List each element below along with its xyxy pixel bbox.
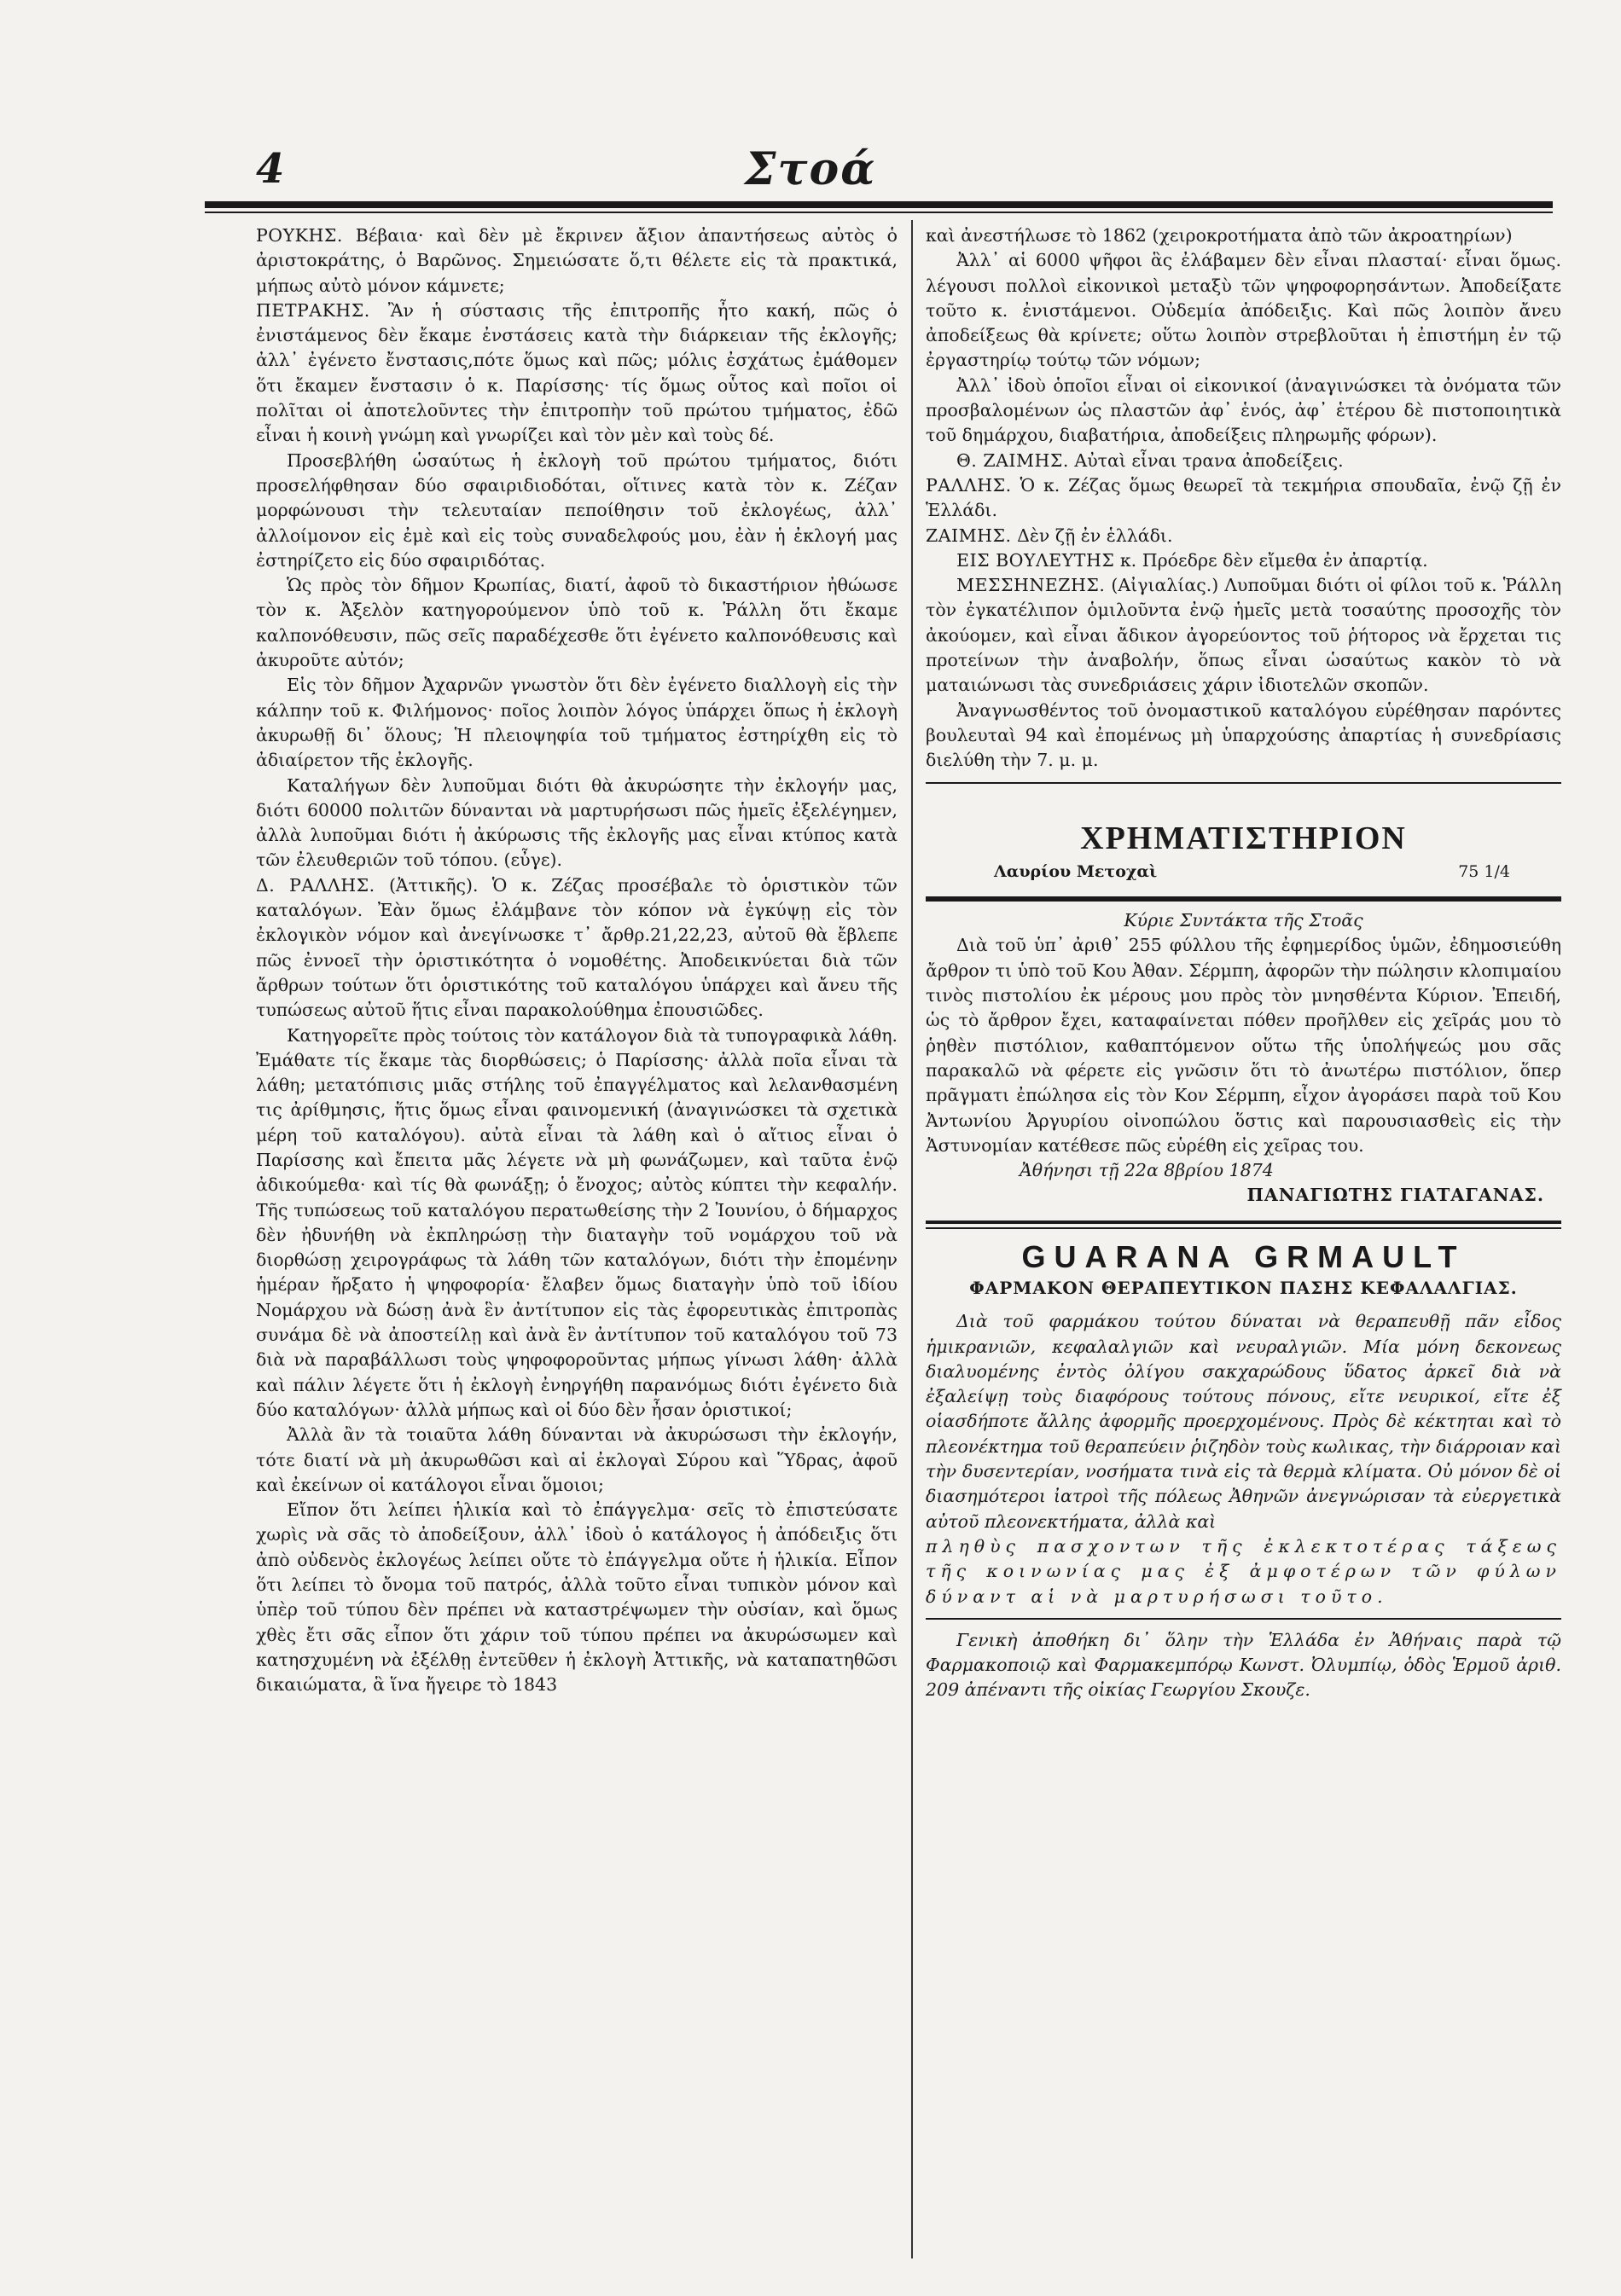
speaker-name: ΖΑΙΜΗΣ. — [926, 525, 1012, 546]
paragraph — [926, 548, 1561, 573]
speaker-name: ΕΙΣ ΒΟΥΛΕΥΤΗΣ — [956, 549, 1115, 571]
speaker-name: ΜΕΣΣΗΝΕΖΗΣ. — [956, 575, 1106, 596]
paragraph-text: κ. Πρόεδρε δὲν εἴμεθα ἐν ἀπαρτίᾳ. — [1119, 549, 1428, 571]
paragraph-text: Ἂν ἡ σύστασις τῆς ἐπιτροπῆς ἦτο κακή, πῶς ὁ ἐνιστάμενος δὲν ἔκαμε ἐνστάσεις κατὰ τὴν διάρκειαν τῆς ἐκλογῆς; ἀλλ᾿ ἐγένετο ἔνστασις,πότε ὅμως καὶ πῶς; μόλις ἐσχάτως ἐμάθομεν ὅτι ἔκαμεν ἔνστασιν ὁ κ. Παρίσσης· τίς ὅμως οὗτος καὶ ποῖοι οἱ πολῖται οἱ ἀποτελοῦντες τὴν ἐπιτροπὴν τοῦ πρώτου τμήματος, ἐδῶ εἶναι ἡ κοινὴ γνώμη καὶ γνωρίζει καὶ τὸν μὲν καὶ τοὺς δέ. — [256, 299, 898, 446]
paragraph — [256, 1023, 898, 1423]
paragraph-text: Ἀλλὰ ἂν τὰ τοιαῦτα λάθη δύνανται νὰ ἀκυρώσωσι τὴν ἐκλογήν, τότε διατί νὰ μὴ ἀκυρωθῶσι καὶ αἱ ἐκλογαὶ Σύρου καὶ Ὕδρας, ἀφοῦ καὶ ἐκείνων οἱ κατάλογοι εἶναι ὅμοιοι; — [256, 1424, 898, 1495]
letter-salutation: Κύριε Συντάκτα τῆς Στοᾶς — [1124, 910, 1363, 931]
paragraph — [926, 248, 1561, 373]
left-column — [256, 223, 898, 1698]
header-rule — [205, 201, 1553, 208]
letter-signature: ΠΑΝΑΓΙΩΤΗΣ ΓΙΑΤΑΓΑΝΑΣ. — [1246, 1185, 1544, 1206]
stock-ticker — [926, 860, 1561, 884]
letter-date: Ἀθήνησι τῇ 22α 8βρίου 1874 — [1020, 1160, 1274, 1181]
paragraph-text: Εἴπον ὅτι λείπει ἡλικία καὶ τὸ ἐπάγγελμα· σεῖς τὸ ἐπιστεύσατε χωρὶς νὰ σᾶς τὸ ἀποδείξουν, ἀλλ᾿ ἰδοὺ ὁ κατάλογος ἡ ἀπόδειξις ὅτι ἀπὸ οὐδενὸς ἐκλογέως λείπει οὔτε τὸ ἐπάγγελμα οὔτε ἡ ἡλικία. Εἶπον ὅτι λείπει τὸ ὄνομα τοῦ πατρός, ἀλλὰ τοῦτο εἶναι τυπικὸν μόνον καὶ ὑπὲρ τοῦ τύπου δὲν πρέπει νὰ καταστρέψωμεν τὴν οὐσίαν, καὶ ὅμως χθὲς ἔτι σᾶς εἶπον ὅτι χάριν τοῦ τύπου πρέπει να ἀκυρώσωμεν καὶ κατησχυμένη νὰ ἐξέλθῃ ἐντεῦθεν ἡ ἐκλογὴ Ἀττικῆς, νὰ καταπατηθῶσι δικαιώματα, ἃ ἵνα ἤγειρε τὸ 1843 — [256, 1499, 898, 1696]
paragraph-text: Ἀλλ᾿ αἱ 6000 ψῆφοι ἃς ἐλάβαμεν δὲν εἶναι πλασταί· εἶναι ὅμως. λέγουσι πολλοὶ εἰκονικοὶ μεταξὺ τῶν ψηφοφορησάντων. Ἀποδείξατε τοῦτο κ. ἐνιστάμενοι. Οὐδεμία ἀπόδειξις. Καὶ πῶς λοιπὸν ἄνευ ἀποδείξεως θὰ κρίνετε; οὕτω λοιπὸν στρεβλοῦται ἡ ἐπιστήμη ἐν τῷ ἐργαστηρίῳ τούτῳ τῶν νόμων; — [926, 250, 1561, 371]
exchange-title: ΧΡΗΜΑΤΙΣΤΗΡΙΟΝ — [1080, 820, 1407, 856]
paragraph — [256, 449, 898, 573]
paragraph — [926, 374, 1561, 449]
ad-footer: Γενικὴ ἀποθήκη δι᾿ ὅλην τὴν Ἑλλάδα ἐν Ἀθήναις παρὰ τῷ Φαρμακοποιῷ καὶ Φαρμακεμπόρῳ Κωνστ. Ὀλυμπίῳ, ὁδὸς Ἑρμοῦ ἀριθ. 209 ἀπέναντι τῆς οἰκίας Γεωργίου Σκουζε. — [926, 1629, 1561, 1701]
section-rule-thick — [926, 896, 1561, 902]
speaker-name: ΡΟΥΚΗΣ. — [256, 225, 343, 246]
paragraph — [926, 223, 1561, 248]
ticker-name: Λαυρίου Μετοχαὶ — [994, 861, 1158, 881]
paragraph-text: Κατηγορεῖτε πρὸς τούτοις τὸν κατάλογον διὰ τὰ τυπογραφικὰ λάθη. Ἐμάθατε τίς ἔκαμε τὰς διορθώσεις; ὁ Παρίσσης· ἀλλὰ ποῖα εἶναι τὰ λάθη; μετατόπισις μιᾶς στήλης τοῦ ἐπαγγέλματος καὶ λελανθασμένη τις ἀρίθμησις, ἥτις ὅμως εἶναι φαινομενική (ἀναγινώσκει τὰ σχετικὰ μέρη τοῦ καταλόγου). αὐτὰ εἶναι τὰ λάθη καὶ ὁ αἴτιος εἶναι ὁ Παρίσσης καὶ ἔπειτα μᾶς λέγετε νὰ μὴ φωνάζωμεν, καὶ ταῦτα ἐνῷ ἀδικούμεθα· καὶ τίς θὰ φωνάξῃ; ὁ ἔνοχος; αὐτὸς κύπτει τὴν κεφαλήν. Τῆς τυπώσεως τοῦ καταλόγου περατωθείσης τὴν 2 Ἰουνίου, ὁ δήμαρχος δὲν ἠδυνήθη νὰ ἐκπληρώσῃ τὴν διαταγὴν τοῦ νομάρχου τοῦ νὰ διορθώσῃ χειρογράφως τὰ λάθη τῶν καταλόγων, διότι τὴν ἐπομένην ἡμέραν ἤρξατο ἡ ψηφοφορία· ἔλαβεν ὅμως διαταγὴν ὑπὸ τοῦ ἰδίου Νομάρχου νὰ δώσῃ ἀνὰ ἓν ἀντίτυπον εἰς τὰς ἐφορευτικὰς ἐπιτροπὰς συνάμα δὲ νὰ ἀποστείλῃ καὶ ἀνὰ ἓν ἀντίτυπον τοῦ καταλόγου τοῦ 73 διὰ νὰ παραβάλλωσι τοὺς ψηφοφοροῦντας μήπως γίνωσι λάθη· ἀλλὰ καὶ πάλιν λέγετε ὅτι ἡ ἐκλογὴ ἐνηργήθη παρανόμως διότι ἐγένετο διὰ δύο καταλόγων· ἀλλὰ μήπως καὶ οἱ δύο δὲν ἦσαν ὁριστικοί; — [256, 1024, 898, 1420]
ad-body: Διὰ τοῦ φαρμάκου τούτου δύναται νὰ θεραπευθῇ πᾶν εἶδος ἡμικρανιῶν, κεφαλαλγιῶν καὶ νευραλγιῶν. Μία μόνη δεκονεως διαλυομένης ἐντὸς ὀλίγου σακχαρώδους ὕδατος ἀρκεῖ διὰ νὰ ἐξαλείψῃ τοὺς διαφόρους τούτους πόνους, εἴτε νευρικοί, εἴτε ἐξ οἱασδήποτε ἄλλης ἀφορμῆς προερχομένους. Πρὸς δὲ κέκτηται καὶ τὸ πλεονέκτημα τοῦ θεραπεύειν ῥιζηδὸν τοὺς κωλικας, τὴν διάρροιαν καὶ τὴν δυσεντερίαν, νοσήματα τινὰ εἰς τὰ θερμὰ κλίματα. Οὐ μόνον δὲ οἱ διασημότεροι ἰατροὶ τῆς πόλεως Ἀθηνῶν ἀνεγνώρισαν τὰ εὐεργετικὰ αὐτοῦ πλεονεκτήματα, ἀλλὰ καὶ — [926, 1311, 1561, 1532]
ad-spaced-text: πληθὺς πασχοντων τῆς ἐκλεκτοτέρας τάξεως τῆς κοινωνίας μας ἐξ ἀμφοτέρων τῶν φύλων δύναντ αἱ νὰ μαρτυρήσωσι τοῦτο. — [926, 1535, 1561, 1607]
column-divider — [911, 220, 913, 2258]
paragraph-text: Ἀναγνωσθέντος τοῦ ὀνομαστικοῦ καταλόγου εὑρέθησαν παρόντες βουλευταὶ 94 καὶ ἐπομένως μὴ ὑπαρχούσης ἀπαρτίας ἡ συνεδρίασις διελύθη τὴν 7. μ. μ. — [926, 699, 1561, 771]
paragraph — [256, 774, 898, 873]
paragraph — [256, 673, 898, 773]
paragraph-text: Βέβαια· καὶ δὲν μὲ ἔκρινεν ἄξιον ἀπαντήσεως αὐτὸς ὁ ἀριστοκράτης, ὁ Βαρῶνος. Σημειώσατε ὅ,τι θέλετε εἰς τὰ πρακτικά, μήπως αὐτὸ μόνον κάμνετε; — [256, 225, 898, 296]
paragraph — [256, 299, 898, 449]
paragraph-text: Δὲν ζῇ ἐν ἑλλάδι. — [1017, 525, 1173, 546]
ad-subtitle: ΦΑΡΜΑΚΟΝ ΘΕΡΑΠΕΥΤΙΚΟΝ ΠΑΣΗΣ ΚΕΦΑΛΑΛΓΙΑΣ. — [969, 1277, 1518, 1298]
header-rule-thin — [205, 212, 1553, 213]
paragraph — [926, 573, 1561, 698]
paragraph — [926, 449, 1561, 473]
paragraph — [256, 573, 898, 673]
section-rule — [926, 782, 1561, 784]
ad-brand: GUARANA GRMAULT — [1021, 1238, 1466, 1274]
speaker-name: Δ. ΡΑΛΛΗΣ. — [256, 874, 375, 896]
ad-rule-bottom — [926, 1618, 1561, 1620]
speaker-name: ΠΕΤΡΑΚΗΣ. — [256, 299, 370, 321]
speaker-name: Θ. ΖΑΙΜΗΣ. — [956, 449, 1069, 471]
paragraph-text: Ἀλλ᾿ ἰδοὺ ὁποῖοι εἶναι οἱ εἰκονικοί (ἀναγινώσκει τὰ ὀνόματα τῶν προσβαλομένων ὡς πλαστῶν ἀφ᾿ ἑνός, ἀφ᾿ ἑτέρου δὲ πιστοποιητικὰ τοῦ δημάρχου, διαβατήρια, ἀποδείξεις πληρωμῆς φόρων). — [926, 374, 1561, 446]
page-title: Στοά — [744, 143, 877, 195]
parliament-minutes-continued — [926, 223, 1561, 774]
paragraph — [256, 873, 898, 1023]
paragraph — [926, 524, 1561, 548]
paragraph-text: Προσεβλήθη ὡσαύτως ἡ ἐκλογὴ τοῦ πρώτου τμήματος, διότι προσελήφθησαν δύο σφαιριδιοδόται, οἵτινες κατὰ τὸν κ. Ζέζαν μορφώνουσι τὴν τελευταίαν πεποίθησιν τοῦ ἐκλογέως, ἀλλ᾿ ἀλλοίμονον εἰς ἐμὲ καὶ εἰς τοὺς συναδελφούς μου, ἐὰν ἡ ἐκλογή μας ἐστηρίζετο εἰς δύο σφαιριδότας. — [256, 449, 898, 571]
paragraph — [926, 699, 1561, 774]
paragraph — [256, 1498, 898, 1697]
page-number: 4 — [256, 145, 285, 193]
paragraph-text: Καταλήγων δὲν λυποῦμαι διότι θὰ ἀκυρώσητε τὴν ἐκλογήν μας, διότι 60000 πολιτῶν δύνανται νὰ μαρτυρήσωσι πῶς ἡμεῖς ἐξελέγημεν, ἀλλὰ λυποῦμαι διότι ἡ ἀκύρωσις τῆς ἐκλογῆς μας εἶναι κτύπος κατὰ τῶν ἐλευθεριῶν τοῦ τόπου. (εὖγε). — [256, 774, 898, 871]
paragraph-text: (Αἰγιαλίας.) Λυποῦμαι διότι οἱ φίλοι τοῦ κ. Ῥάλλη τὸν ἐγκατέλιπον ὁμιλοῦντα ἐνῷ ἡμεῖς μετὰ τοσαύτης προσοχῆς τὸν ἀκούομεν, καὶ εἶναι ἄδικον ἀγορεύοντος τοῦ ῥήτορος νὰ ἔρχεται τις προτείνων τὴν ἀναβολήν, ὅπως εἶναι ὡσαύτως κακὸν τὸ νὰ ματαιώνωσι τὰς συνεδριάσεις χάριν ἰδιοτελῶν σκοπῶν. — [926, 575, 1561, 696]
paragraph-text: Ὡς πρὸς τὸν δῆμον Κρωπίας, διατί, ἀφοῦ τὸ δικαστήριον ἠθώωσε τὸν κ. Ἀξελὸν κατηγορούμενον ὑπὸ τοῦ κ. Ῥάλλη ὅτι ἔκαμε καλπονόθευσιν, πῶς σεῖς παραδέχεσθε ὅτι ἐγένετο καλπονόθευσις καὶ ἀκυροῦτε αὐτόν; — [256, 575, 898, 671]
speaker-name: ΡΑΛΛΗΣ. — [926, 474, 1012, 496]
paragraph-text: Εἰς τὸν δῆμον Ἀχαρνῶν γνωστὸν ὅτι δὲν ἐγένετο διαλλογὴ εἰς τὴν κάλπην τοῦ κ. Φιλήμονος· ποῖος λοιπὸν λόγος ὑπάρχει ὅπως ἡ ἐκλογὴ ἀκυρωθῇ δι᾿ ὅλους; Ἡ πλειοψηφία τοῦ τμήματος ἐστηρίχθη εἰς τὸ ἀδιαίρετον τῆς ἐκλογῆς. — [256, 675, 898, 771]
paragraph — [256, 1423, 898, 1498]
paragraph — [926, 473, 1561, 524]
paragraph-text: (Ἀττικῆς). Ὁ κ. Ζέζας προσέβαλε τὸ ὁριστικὸν τῶν καταλόγων. Ἐὰν ὅμως ἐλάμβανε τὸν κόπον νὰ ἐγκύψῃ εἰς τὸν ἐκλογικὸν νόμον καὶ ἀνεγίνωσκε τ᾿ ἄρθρ.21,22,23, αὐτοῦ θὰ ἔβλεπε πῶς ἐννοεῖ τὴν ὁριστικότητα ὁ νομοθέτης. Ἀποδεικνύεται διὰ τῶν ἄρθρων τούτων ὅτι ὁριστικότης τοῦ καταλόγου ὑπάρχει καὶ ἄνευ τῆς τυπώσεως αὐτοῦ ἥτις εἶναι παρακολούθημα ἐπουσιῶδες. — [256, 874, 898, 1021]
right-column — [926, 223, 1561, 1703]
paragraph-text: Αὐταὶ εἶναι τρανα ἀποδείξεις. — [1074, 449, 1344, 471]
ticker-value: 75 1/4 — [1458, 861, 1510, 881]
ad-rule — [926, 1220, 1561, 1229]
letter-body: Διὰ τοῦ ὑπ᾿ ἀριθ᾿ 255 φύλλου τῆς ἐφημερίδος ὑμῶν, ἐδημοσιεύθη ἄρθρον τι ὑπὸ τοῦ Κου Ἀθαν. Σέρμπη, ἀφορῶν τὴν πώλησιν κλοπιμαίου τινὸς πιστολίου ἐκ μέρους μου πρὸς τὸν μνησθέντα Κύριον. Ἐπειδή, ὡς τὸ ἄρθρον ἔχει, καταφαίνεται πόθεν προῆλθεν εἰς χεῖράς μου τὸ ῥηθὲν πιστόλιον, καθαπτόμενον οὕτω τῆς ὑπολήψεώς μου σᾶς παρακαλῶ νὰ φέρετε εἰς γνῶσιν ὅτι τὸ ἀνωτέρω πιστόλιον, ὅπερ πρᾶγματι ἐπώλησα εἰς τὸν Κον Σέρμπη, εἶχον ἀγοράσει παρὰ τοῦ Κου Ἀντωνίου Ἀργυρίου οἰνοπώλου ὅστις καὶ παρουσιασθεὶς εἰς τὴν Ἀστυνομίαν κατέθεσε πῶς εὑρέθη εἰς χεῖρας του. — [926, 935, 1561, 1156]
paragraph-text: Ὁ κ. Ζέζας ὅμως θεωρεῖ τὰ τεκμήρια σπουδαῖα, ἐνῷ ζῇ ἐν Ἑλλάδι. — [926, 474, 1561, 521]
paragraph-text: καὶ ἀνεστήλωσε τὸ 1862 (χειροκροτήματα ἀπὸ τῶν ἀκροατηρίων) — [926, 225, 1513, 246]
paragraph — [256, 223, 898, 299]
